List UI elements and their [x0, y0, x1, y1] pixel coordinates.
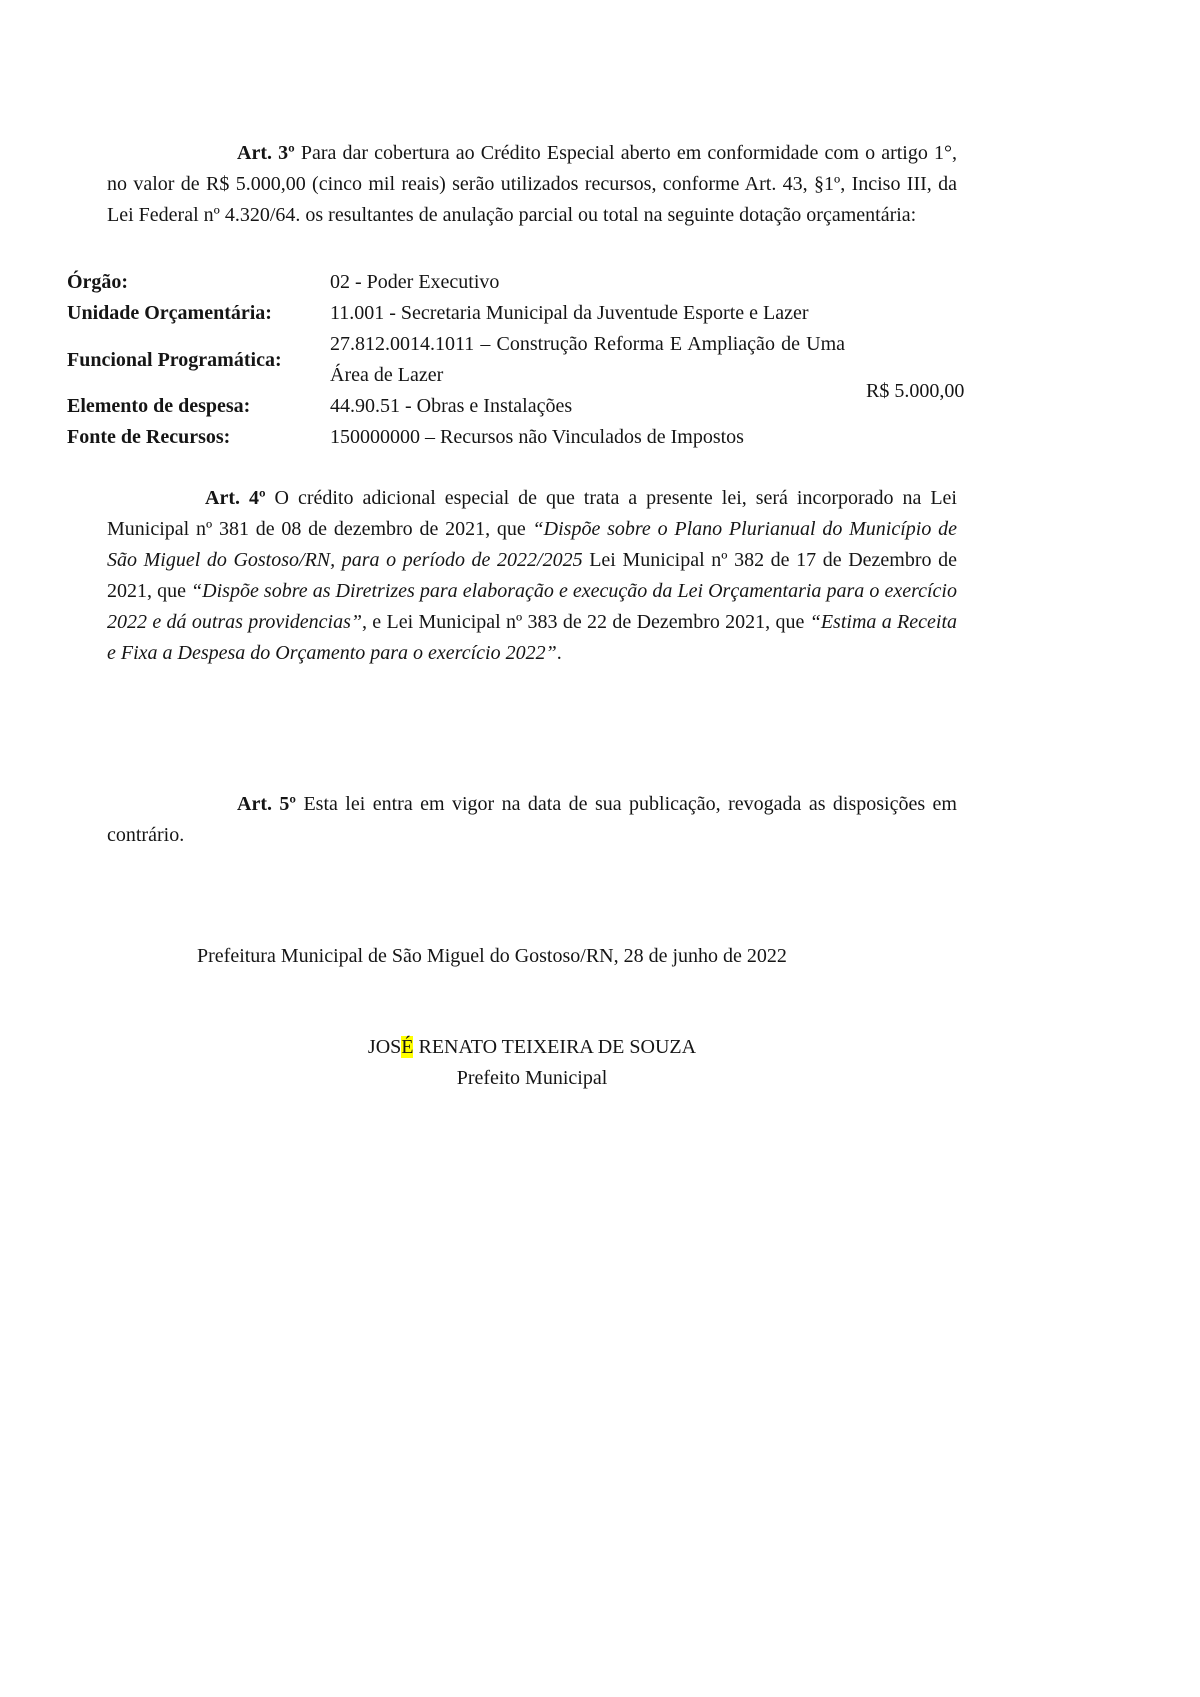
budget-table [67, 267, 1047, 453]
signature-name-highlight: É [401, 1036, 414, 1058]
dateline: Prefeitura Municipal de São Miguel do Gostoso/RN, 28 de junho de 2022 [197, 945, 787, 967]
article-4-segment-2: Lei Municipal nº 382 de 17 de Dezembro de 2021, que [107, 549, 958, 602]
article-4-segment-0: O crédito adicional especial de que trata a presente lei, será incorporado na Lei Municipal nº 381 de 08 de dezembro de 2021, que [107, 487, 957, 540]
article-4-segment-1: “Dispõe sobre o Plano Plurianual do Município de São Miguel do Gostoso/RN, para o período de 2022/2025 [107, 518, 958, 571]
budget-row-value: 150000000 – Recursos não Vinculados de Impostos [330, 426, 744, 448]
signature-name-pre: JOS [367, 1036, 402, 1058]
budget-row-label: Elemento de despesa: [67, 395, 251, 417]
signature-block [107, 1032, 957, 1094]
budget-row-value: 11.001 - Secretaria Municipal da Juventude Esporte e Lazer [330, 302, 809, 324]
article-3-label: Art. 3º [237, 142, 295, 164]
budget-amount: R$ 5.000,00 [866, 380, 965, 402]
signature-title: Prefeito Municipal [456, 1067, 608, 1089]
article-3-paragraph [107, 138, 957, 231]
article-4-paragraph [107, 483, 957, 669]
article-4-segment-4: , e Lei Municipal nº 383 de 22 de Dezembro 2021, que [361, 611, 810, 633]
budget-row-fonte [67, 422, 1047, 453]
budget-row-unidade [67, 298, 1047, 329]
article-4-label: Art. 4º [205, 487, 266, 509]
signature-name [107, 1032, 957, 1063]
budget-row-value: 02 - Poder Executivo [330, 271, 500, 293]
budget-row-value: 44.90.51 - Obras e Instalações [330, 395, 573, 417]
article-4-segment-6: . [556, 642, 562, 664]
article-4-segment-3: “Dispõe sobre as Diretrizes para elaboração e execução da Lei Orçamentaria para o exercício 2022 e dá outras providencias” [107, 580, 957, 633]
budget-row-value: 27.812.0014.1011 – Construção Reforma E Ampliação de Uma Área de Lazer [330, 333, 845, 386]
article-5-text: Esta lei entra em vigor na data de sua publicação, revogada as disposições em contrário. [107, 793, 957, 846]
budget-row-label: Órgão: [67, 271, 129, 293]
article-4-segment-5: “Estima a Receita e Fixa a Despesa do Orçamento para o exercício 2022” [107, 611, 958, 664]
article-5-label: Art. 5º [237, 793, 297, 815]
signature-name-post: RENATO TEIXEIRA DE SOUZA [413, 1036, 697, 1058]
article-5-paragraph [107, 789, 957, 851]
article-3-text: Para dar cobertura ao Crédito Especial aberto em conformidade com o artigo 1°, no valor de R$ 5.000,00 (cinco mil reais) serão utilizados recursos, conforme Art. 43, §1º, Inciso III, da Lei Federal nº 4.320/64. os resultantes de anulação parcial ou total na seguinte dotação orçamentária: [107, 142, 957, 226]
budget-row-orgao [67, 267, 1047, 298]
budget-row-label: Funcional Programática: [67, 348, 282, 371]
budget-row-label: Unidade Orçamentária: [67, 302, 272, 324]
budget-row-label: Fonte de Recursos: [67, 426, 231, 448]
